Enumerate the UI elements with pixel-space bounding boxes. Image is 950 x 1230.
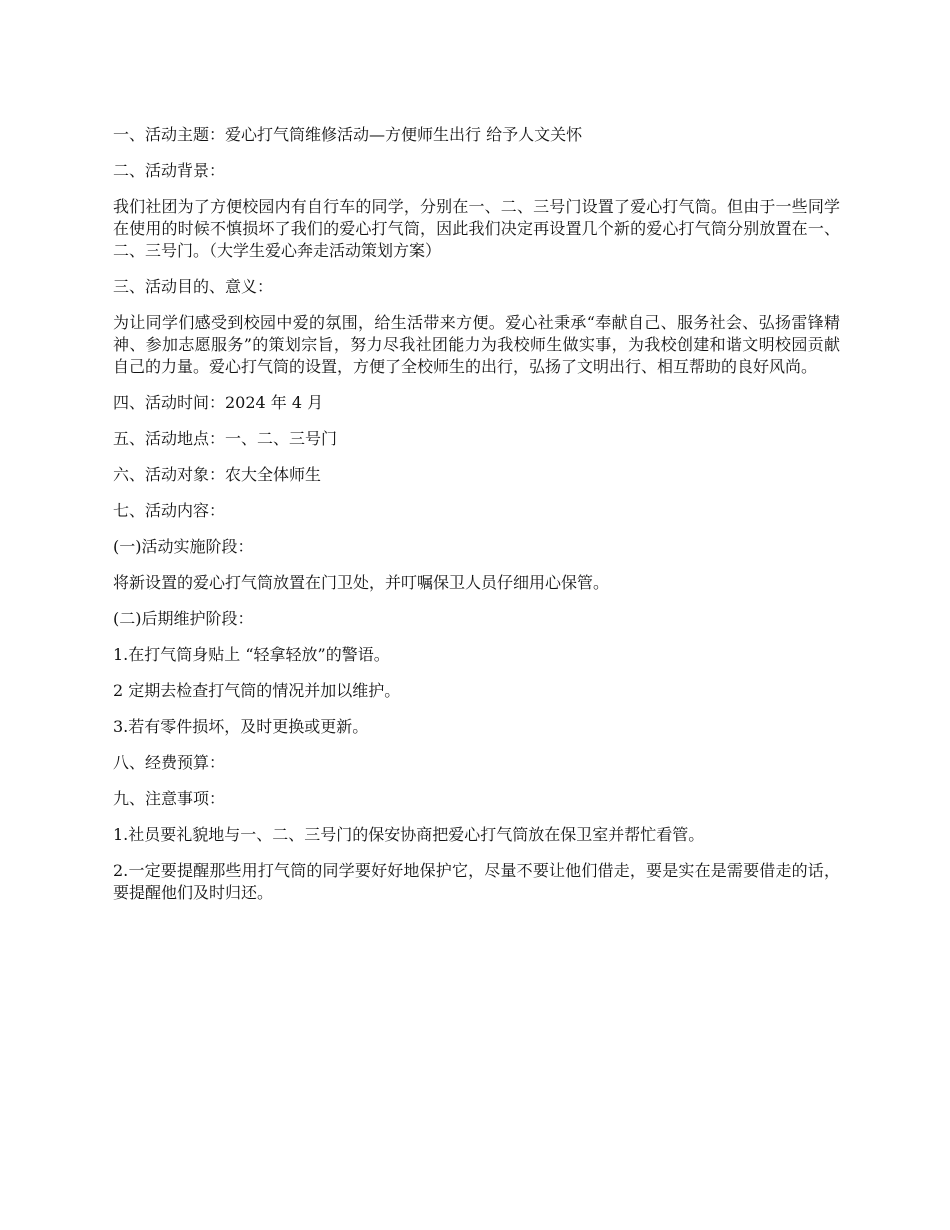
subsection-heading-implementation: (一)活动实施阶段： xyxy=(113,537,254,556)
purpose-paragraph: 为让同学们感受到校园中爱的氛围，给生活带来方便。爱心社秉承“奉献自己、服务社会、弘扬雷锋精神、参加志愿服务”的策划宗旨，努力尽我社团能力为我校师生做实事，为我校创建和谐文明校园贡献自己的力量。爱心打气筒的设置，方便了全校师生的出行，弘扬了文明出行、相互帮助的良好风尚。 xyxy=(113,313,840,376)
section-heading-time: 四、活动时间：2024 年 4 月 xyxy=(113,393,324,412)
maintenance-item-3: 3.若有零件损坏，及时更换或更新。 xyxy=(113,717,369,736)
section-heading-location: 五、活动地点：一、二、三号门 xyxy=(113,429,338,448)
document-body xyxy=(113,124,840,918)
section-heading-theme: 一、活动主题：爱心打气筒维修活动—方便师生出行 给予人文关怀 xyxy=(113,125,583,144)
section-heading-budget: 八、经费预算： xyxy=(113,753,226,772)
maintenance-item-1: 1.在打气筒身贴上 “轻拿轻放”的警语。 xyxy=(113,645,390,664)
maintenance-item-2: 2 定期去检查打气筒的情况并加以维护。 xyxy=(113,681,401,700)
subsection-heading-maintenance: (二)后期维护阶段： xyxy=(113,609,254,628)
section-heading-notes: 九、注意事项： xyxy=(113,789,226,808)
section-heading-background: 二、活动背景： xyxy=(113,161,226,180)
section-heading-audience: 六、活动对象：农大全体师生 xyxy=(113,465,322,484)
implementation-paragraph: 将新设置的爱心打气筒放置在门卫处，并叮嘱保卫人员仔细用心保管。 xyxy=(113,573,610,592)
background-paragraph: 我们社团为了方便校园内有自行车的同学，分别在一、二、三号门设置了爱心打气筒。但由于一些同学在使用的时候不慎损坏了我们的爱心打气筒，因此我们决定再设置几个新的爱心打气筒分别放置在一、二、三号门。（大学生爱心奔走活动策划方案） xyxy=(113,197,840,260)
notes-item-1: 1.社员要礼貌地与一、二、三号门的保安协商把爱心打气筒放在保卫室并帮忙看管。 xyxy=(113,825,705,844)
notes-item-2: 2.一定要提醒那些用打气筒的同学要好好地保护它，尽量不要让他们借走，要是实在是需要借走的话，要提醒他们及时归还。 xyxy=(113,861,840,902)
section-heading-purpose: 三、活动目的、意义： xyxy=(113,277,274,296)
section-heading-content: 七、活动内容： xyxy=(113,501,226,520)
